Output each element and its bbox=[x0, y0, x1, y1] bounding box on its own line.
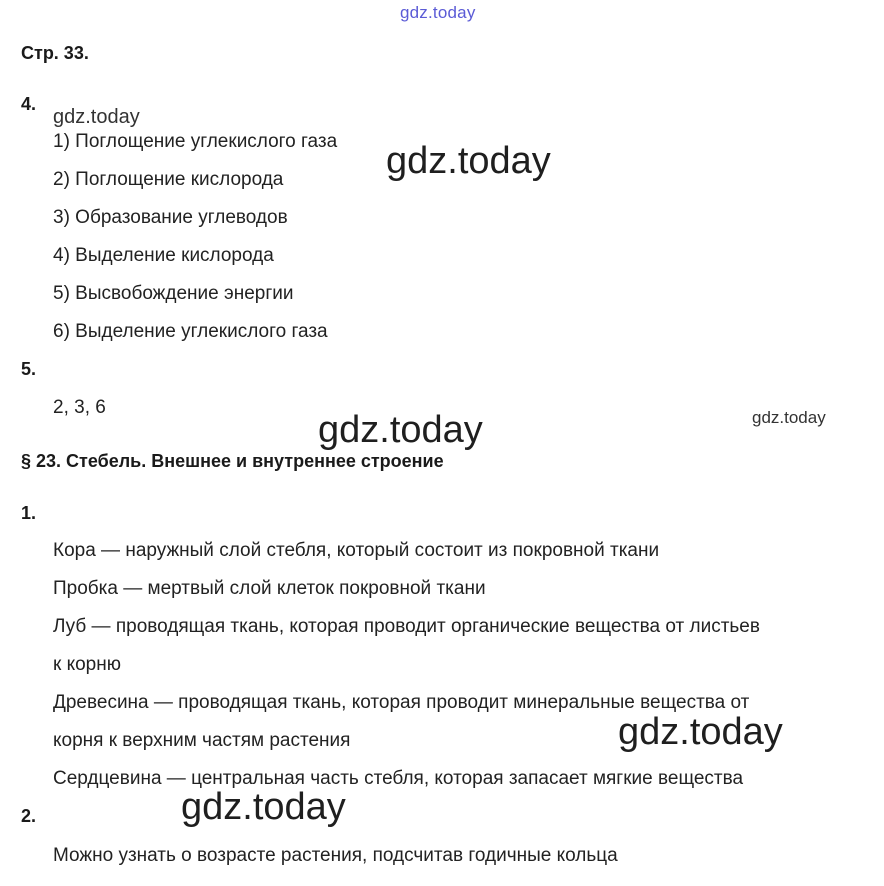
s1-line-7: Сердцевина — центральная часть стебля, которая запасает мягкие вещества bbox=[53, 768, 744, 789]
page-header: Стр. 33. bbox=[21, 43, 89, 63]
section-title: § 23. Стебель. Внешнее и внутреннее строение bbox=[21, 451, 444, 471]
watermark-small-1: gdz.today bbox=[53, 106, 140, 128]
s1-line-2: Пробка — мертвый слой клеток покровной ткани bbox=[53, 578, 486, 599]
q4-item-2: 2) Поглощение кислорода bbox=[53, 169, 284, 190]
section-question-number-2: 2. bbox=[21, 806, 37, 826]
watermark-big-4: gdz.today bbox=[181, 786, 346, 828]
q4-item-3: 3) Образование углеводов bbox=[53, 207, 288, 228]
question-number-5: 5. bbox=[21, 359, 37, 379]
watermark-big-3: gdz.today bbox=[618, 711, 783, 753]
q4-item-5: 5) Высвобождение энергии bbox=[53, 283, 294, 304]
q4-item-6: 6) Выделение углекислого газа bbox=[53, 321, 328, 342]
s2-answer: Можно узнать о возрасте растения, подсчитав годичные кольца bbox=[53, 845, 618, 866]
s1-line-5: Древесина — проводящая ткань, которая проводит минеральные вещества от bbox=[53, 692, 750, 713]
s1-line-4: к корню bbox=[53, 654, 121, 675]
q4-item-1: 1) Поглощение углекислого газа bbox=[53, 131, 338, 152]
s1-line-1: Кора — наружный слой стебля, который состоит из покровной ткани bbox=[53, 540, 660, 561]
q5-answer: 2, 3, 6 bbox=[53, 397, 106, 418]
watermark-small-2: gdz.today bbox=[752, 408, 826, 427]
watermark-big-2: gdz.today bbox=[318, 409, 483, 451]
section-question-number-1: 1. bbox=[21, 503, 37, 523]
watermark-big-1: gdz.today bbox=[386, 140, 551, 182]
watermark-top: gdz.today bbox=[400, 3, 476, 22]
question-number-4: 4. bbox=[21, 94, 37, 114]
q4-item-4: 4) Выделение кислорода bbox=[53, 245, 274, 266]
s1-line-3: Луб — проводящая ткань, которая проводит органические вещества от листьев bbox=[53, 616, 760, 637]
s1-line-6: корня к верхним частям растения bbox=[53, 730, 351, 751]
